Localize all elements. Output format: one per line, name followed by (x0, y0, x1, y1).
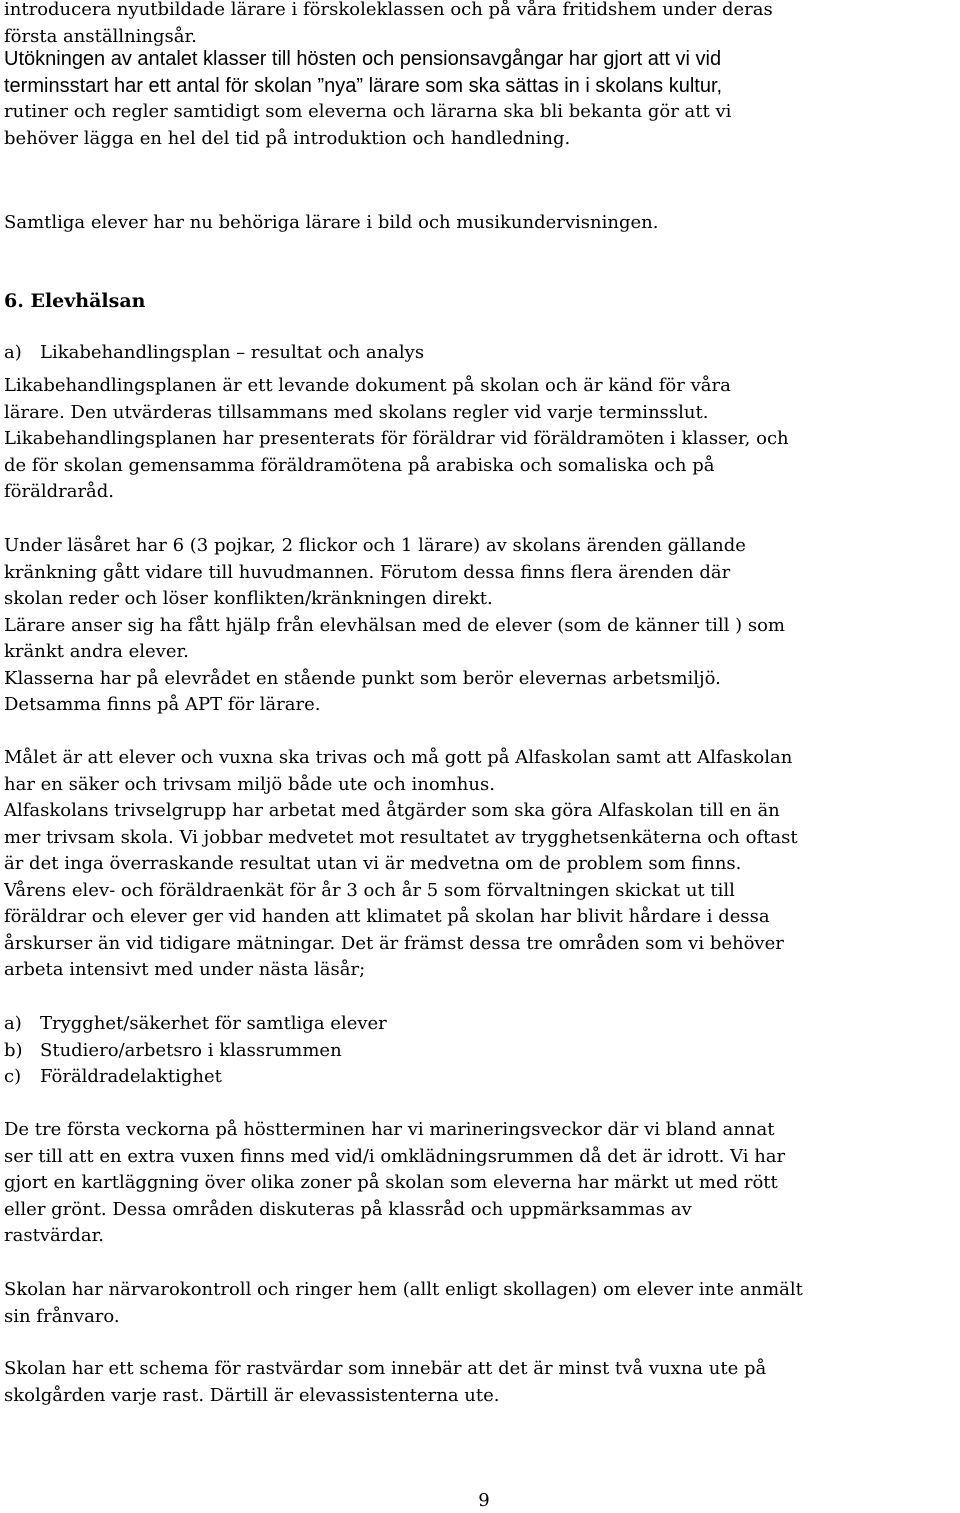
reports-line: Klasserna har på elevrådet en stående punkt som berör elevernas arbetsmiljö. (4, 667, 721, 689)
section-title: Elevhälsan (30, 290, 146, 312)
list-marker: a) (4, 1013, 22, 1034)
goal-line: har en säker och trivsam miljö både ute och inomhus. (4, 773, 495, 795)
equality-plan-line: föräldraråd. (4, 481, 115, 502)
expansion-line: rutiner och regler samtidigt som eleverna och lärarna ska bli bekanta gör att vi (4, 101, 732, 122)
list-marker: b) (4, 1039, 23, 1061)
goal-line: Vårens elev- och föräldraenkät för år 3 och år 5 som förvaltningen skickat ut till (4, 879, 735, 901)
list-item (4, 1011, 960, 1038)
marinating-line: ser till att en extra vuxen finns med vid/i omklädningsrummen då det är idrott. Vi har (4, 1145, 786, 1167)
goal-line: Alfaskolans trivselgrupp har arbetat med åtgärder som ska göra Alfaskolan till en än (4, 800, 780, 821)
goal-paragraph (4, 745, 960, 984)
reports-line: skolan reder och löser konflikten/kränkningen direkt. (4, 588, 493, 609)
qualified-teachers-paragraph (4, 210, 960, 237)
intro-paragraph (4, 0, 960, 50)
list-item (4, 1064, 960, 1091)
list-marker: c) (4, 1066, 22, 1087)
goal-line: Målet är att elever och vuxna ska trivas och må gott på Alfaskolan samt att Alfaskolan (4, 747, 793, 768)
list-item-text: Studiero/arbetsro i klassrummen (40, 1039, 342, 1061)
reports-line: Detsamma finns på APT för lärare. (4, 694, 321, 715)
equality-plan-line: Likabehandlingsplanen är ett levande dokument på skolan och är känd för våra (4, 375, 731, 396)
subsection-title: Likabehandlingsplan – resultat och analys (40, 342, 425, 363)
reports-line: kränkt andra elever. (4, 641, 189, 662)
equality-plan-line: de för skolan gemensamma föräldramötena på arabiska och somaliska och på (4, 454, 715, 476)
reports-line: Lärare anser sig ha fått hjälp från elevhälsan med de elever (som de känner till ) som (4, 614, 785, 636)
section-number: 6. (4, 290, 24, 312)
intro-line: första anställningsår. (4, 25, 197, 47)
attendance-line: Skolan har närvarokontroll och ringer hem (allt enligt skollagen) om elever inte anmält (4, 1279, 803, 1300)
goal-line: mer trivsam skola. Vi jobbar medvetet mot resultatet av trygghetsenkäterna och oftast (4, 826, 798, 848)
expansion-line: behöver lägga en hel del tid på introduktion och handledning. (4, 127, 571, 149)
subsection-marker: a) (4, 342, 22, 363)
equality-plan-line: lärare. Den utvärderas tillsammans med skolans regler vid varje terminsslut. (4, 401, 709, 423)
reports-paragraph (4, 533, 960, 719)
attendance-line: sin frånvaro. (4, 1305, 120, 1327)
recess-line: skolgården varje rast. Därtill är elevassistenterna ute. (4, 1384, 500, 1406)
expansion-paragraph (4, 46, 960, 152)
equality-plan-line: Likabehandlingsplanen har presenterats för föräldrar vid föräldramöten i klasser, och (4, 428, 789, 449)
goal-line: är det inga överraskande resultat utan vi är medvetna om de problem som finns. (4, 853, 742, 874)
list-item (4, 1038, 960, 1065)
goal-line: föräldrar och elever ger vid handen att klimatet på skolan har blivit hårdare i dessa (4, 906, 770, 927)
subsection-heading (4, 340, 960, 367)
attendance-paragraph (4, 1277, 960, 1330)
marinating-paragraph (4, 1117, 960, 1250)
section-heading (4, 288, 960, 314)
focus-areas-list (4, 1011, 960, 1091)
marinating-line: rastvärdar. (4, 1225, 104, 1246)
equality-plan-paragraph (4, 373, 960, 506)
goal-line: arbeta intensivt med under nästa läsår; (4, 959, 366, 980)
reports-line: Under läsåret har 6 (3 pojkar, 2 flickor och 1 lärare) av skolans ärenden gällande (4, 535, 746, 556)
qualified-line: Samtliga elever har nu behöriga lärare i bild och musikundervisningen. (4, 212, 659, 233)
intro-line: introducera nyutbildade lärare i förskoleklassen och på våra fritidshem under deras (4, 0, 773, 20)
list-item-text: Föräldradelaktighet (40, 1066, 222, 1087)
marinating-line: gjort en kartläggning över olika zoner på skolan som eleverna har märkt ut med rött (4, 1172, 778, 1193)
expansion-line: Utökningen av antalet klasser till hösten och pensionsavgångar har gjort att vi vid (4, 48, 722, 70)
marinating-line: De tre första veckorna på höstterminen har vi marineringsveckor där vi bland annat (4, 1119, 775, 1140)
recess-paragraph (4, 1356, 960, 1409)
recess-line: Skolan har ett schema för rastvärdar som innebär att det är minst två vuxna ute på (4, 1358, 767, 1379)
list-item-text: Trygghet/säkerhet för samtliga elever (40, 1013, 387, 1034)
page-number: 9 (478, 1490, 490, 1511)
marinating-line: eller grönt. Dessa områden diskuteras på klassråd och uppmärksammas av (4, 1198, 692, 1220)
expansion-line: terminsstart har ett antal för skolan ”nya” lärare som ska sättas in i skolans kultur, (4, 74, 723, 97)
goal-line: årskurser än vid tidigare mätningar. Det är främst dessa tre områden som vi behöver (4, 932, 784, 954)
reports-line: kränkning gått vidare till huvudmannen. Förutom dessa finns flera ärenden där (4, 561, 731, 583)
